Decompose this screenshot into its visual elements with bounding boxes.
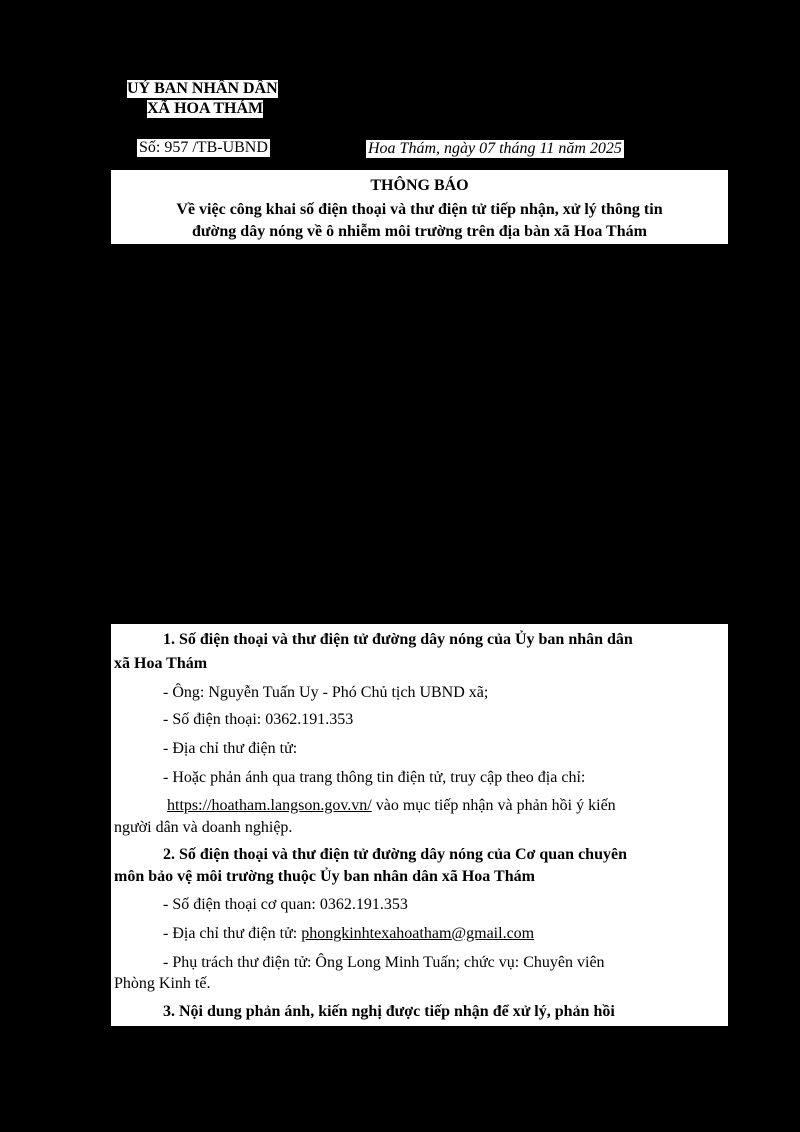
section1-heading-line1: 1. Số điện thoại và thư điện tử đường dây nóng của Ủy ban nhân dân <box>163 631 633 648</box>
agency-name-line1: UỶ BAN NHÂN DÂN <box>127 80 278 97</box>
section1-website-line <box>167 797 726 815</box>
section1-website-line2: người dân và doanh nghiệp. <box>114 819 293 836</box>
section2-manager-line2: Phòng Kinh tế. <box>114 975 211 992</box>
email-link[interactable]: phongkinhtexahoatham@gmail.com <box>301 925 535 942</box>
agency-name-line2: XÃ HOA THÁM <box>147 100 264 117</box>
section2-heading-line1: 2. Số điện thoại và thư điện tử đường dây nóng của Cơ quan chuyên <box>163 846 627 863</box>
section2-email-label: - Địa chỉ thư điện tử: <box>163 925 302 942</box>
subject-line-1: Về việc công khai số điện thoại và thư điện tử tiếp nhận, xử lý thông tin <box>176 201 663 218</box>
document-number: Số: 957 /TB-UBND <box>139 139 268 156</box>
title-block <box>111 170 728 244</box>
section2-heading-line2: môn bảo vệ môi trường thuộc Ủy ban nhân dân xã Hoa Thám <box>114 868 535 885</box>
section1-heading-line2: xã Hoa Thám <box>114 655 208 672</box>
document-type-title: THÔNG BÁO <box>370 177 469 194</box>
section1-website-intro: - Hoặc phản ánh qua trang thông tin điện tử, truy cập theo địa chỉ: <box>163 769 586 786</box>
body-content <box>111 624 728 1026</box>
section3-heading-line1: 3. Nội dung phản ánh, kiến nghị được tiếp nhận để xử lý, phản hồi <box>163 1003 615 1020</box>
section1-email-label: - Địa chỉ thư điện tử: <box>163 740 298 757</box>
section1-contact-person: - Ông: Nguyễn Tuấn Uy - Phó Chủ tịch UBND xã; <box>163 684 489 701</box>
place-and-date: Hoa Thám, ngày 07 tháng 11 năm 2025 <box>368 140 622 157</box>
website-rest-text: vào mục tiếp nhận và phản hồi ý kiến <box>371 797 616 814</box>
section2-email-line <box>163 925 534 943</box>
section2-phone: - Số điện thoại cơ quan: 0362.191.353 <box>163 896 408 913</box>
section2-manager-line1: - Phụ trách thư điện tử: Ông Long Minh Tuấn; chức vụ: Chuyên viên <box>163 954 605 971</box>
website-link[interactable]: https://hoatham.langson.gov.vn/ <box>167 797 372 814</box>
subject-line-2: đường dây nóng về ô nhiễm môi trường trên địa bàn xã Hoa Thám <box>192 223 647 240</box>
section1-phone: - Số điện thoại: 0362.191.353 <box>163 711 354 728</box>
